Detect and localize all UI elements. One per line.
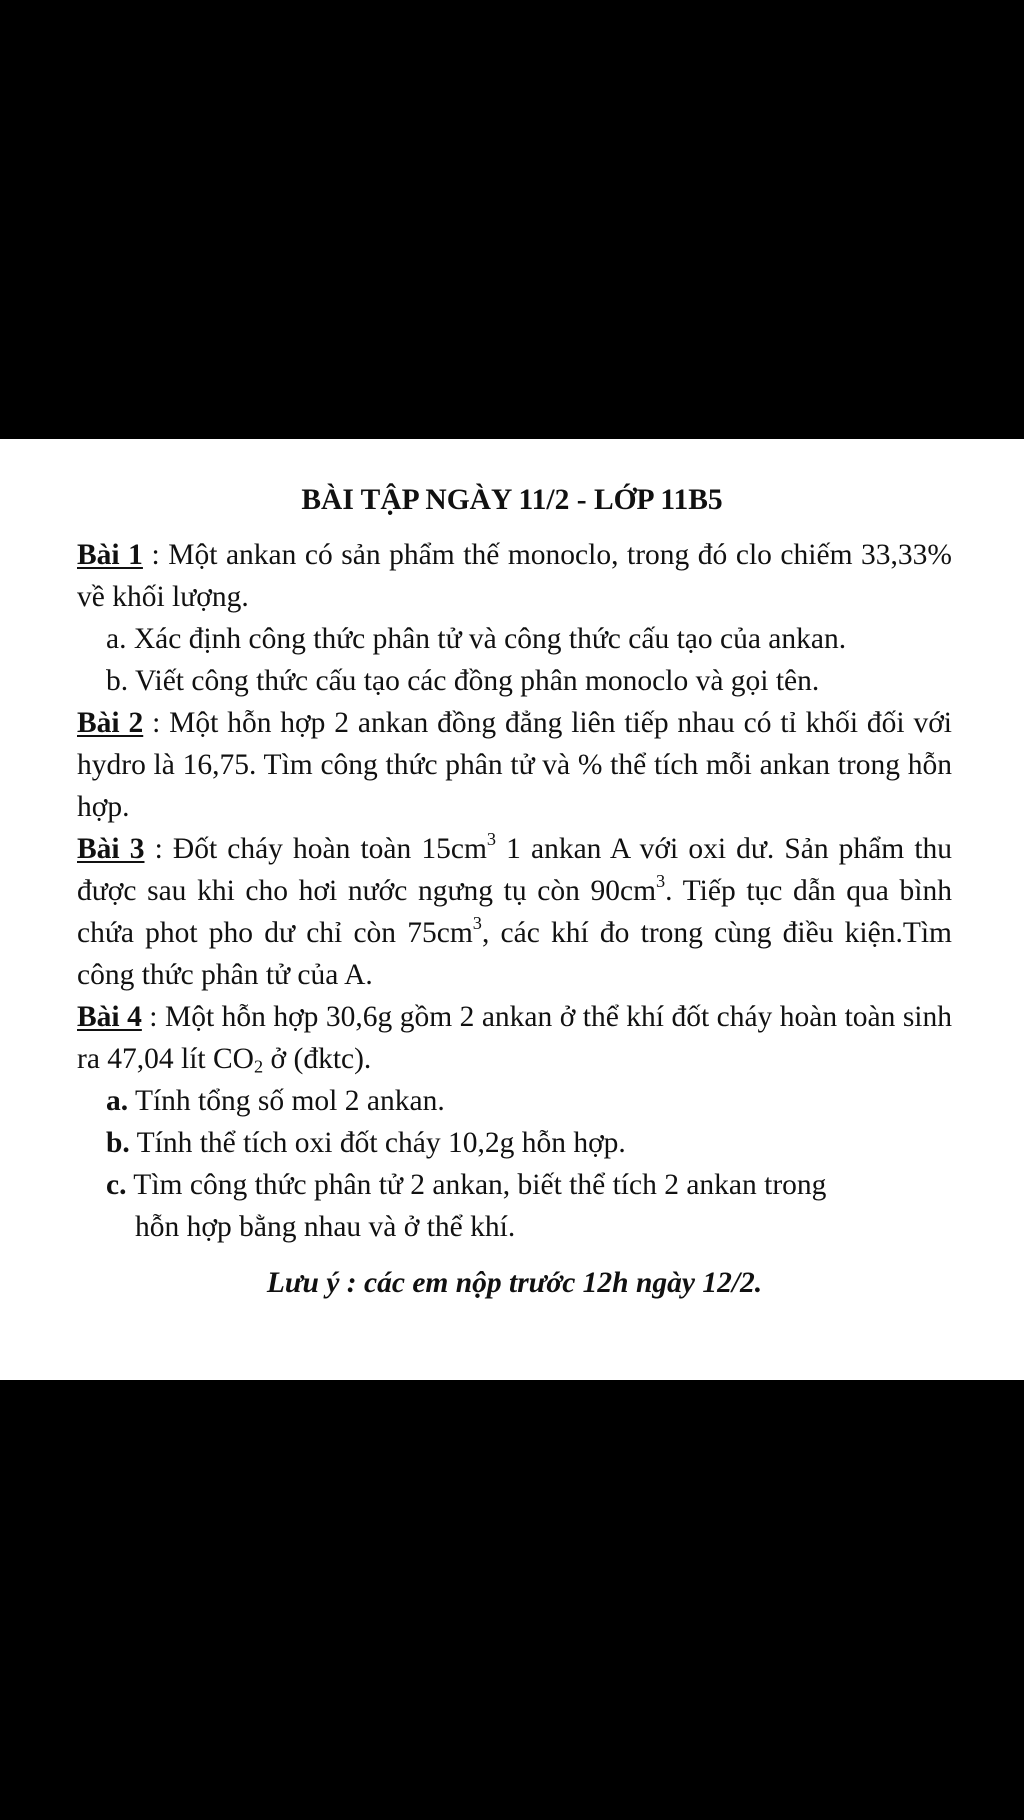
exercise-4-item-c-continued: hỗn hợp bằng nhau và ở thể khí. — [135, 1211, 516, 1243]
exercise-4-item-c — [77, 1164, 952, 1206]
exercise-4-item-b — [77, 1122, 952, 1164]
exercise-4-item-a-marker: a. — [106, 1085, 129, 1117]
exercise-4 — [77, 996, 952, 1080]
exercise-4-sep: : — [141, 1001, 165, 1033]
exercise-4-item-c-text: Tìm công thức phân tử 2 ankan, biết thể tích 2 ankan trong — [126, 1169, 827, 1201]
exercise-4-item-a-text: Tính tổng số mol 2 ankan. — [128, 1085, 445, 1117]
exercise-3 — [77, 828, 952, 996]
exercise-3-sup-3: 3 — [472, 913, 482, 934]
exercise-2-label: Bài 2 — [77, 707, 144, 739]
exercise-4-label: Bài 4 — [77, 1001, 142, 1033]
exercise-1 — [77, 534, 952, 618]
exercise-1-sep: : — [142, 539, 169, 571]
exercise-2-sep: : — [143, 707, 170, 739]
exercise-2 — [77, 702, 952, 828]
exercise-4-item-c-marker: c. — [106, 1169, 127, 1201]
exercise-1-text: Một ankan có sản phẩm thế monoclo, trong đó clo chiếm 33,33% về khối lượng. — [77, 539, 953, 613]
exercise-4-item-a — [77, 1080, 952, 1122]
exercise-1-label: Bài 1 — [77, 539, 143, 571]
exercise-3-label: Bài 3 — [77, 833, 145, 865]
exercise-3-sup-2: 3 — [656, 871, 666, 892]
exercise-4-text-2: ở (đktc). — [263, 1043, 372, 1075]
exercise-4-item-b-marker: b. — [106, 1127, 130, 1159]
exercise-3-text-3: . Tiếp tục dẫn qua bình chứa phot pho dư chỉ còn 75cm — [77, 875, 953, 949]
exercise-2-text: Một hỗn hợp 2 ankan đồng đẳng liên tiếp nhau có tỉ khối đối với hydro là 16,75. Tìm công thức phân tử và % thể tích mỗi ankan trong hỗn hợp. — [77, 707, 952, 823]
exercise-3-text-1: Đốt cháy hoàn toàn 15cm — [172, 833, 487, 865]
exercise-4-text-1: Một hỗn hợp 30,6g gồm 2 ankan ở thể khí đốt cháy hoàn toàn sinh ra 47,04 lít CO — [77, 1001, 953, 1075]
page-title: BÀI TẬP NGÀY 11/2 - LỚP 11B5 — [301, 484, 723, 516]
document-body — [77, 534, 952, 1304]
exercise-1-item-b: b. Viết công thức cấu tạo các đồng phân monoclo và gọi tên. — [106, 665, 820, 697]
exercise-1-item-a: a. Xác định công thức phân tử và công thức cấu tạo của ankan. — [106, 623, 847, 655]
exercise-4-sub-1: 2 — [254, 1056, 264, 1077]
exercise-3-sep: : — [144, 833, 173, 865]
exercise-3-text-2: 1 ankan A với oxi dư. Sản phẩm thu được sau khi cho hơi nước ngưng tụ còn 90cm — [77, 833, 953, 907]
exercise-3-text-4: , các khí đo trong cùng điều kiện.Tìm công thức phân tử của A. — [77, 917, 952, 991]
exercise-3-sup-1: 3 — [486, 829, 497, 850]
document-page — [0, 439, 1024, 1380]
deadline-note: Lưu ý : các em nộp trước 12h ngày 12/2. — [266, 1267, 763, 1299]
exercise-4-item-b-text: Tính thể tích oxi đốt cháy 10,2g hỗn hợp. — [129, 1127, 626, 1159]
